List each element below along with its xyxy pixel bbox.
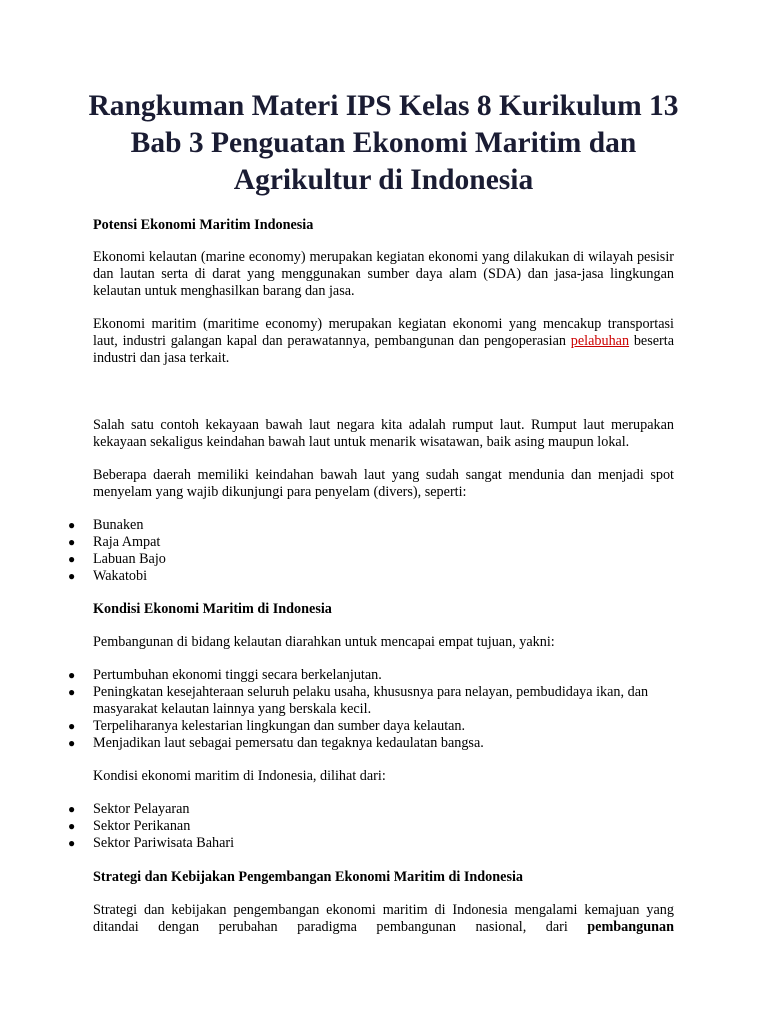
paragraph-rumput-laut: Salah satu contoh kekayaan bawah laut negara kita adalah rumput laut. Rumput laut merupakan kekayaan sekaligus keindahan bawah laut untuk menarik wisatawan, baik asing maupun lokal. bbox=[93, 417, 674, 450]
list-item bbox=[68, 818, 674, 835]
bullet-icon: ● bbox=[68, 802, 76, 816]
bold-text: pembangunan bbox=[587, 919, 674, 935]
list-item-text: Sektor Pelayaran bbox=[93, 801, 190, 817]
paragraph-ekonomi-kelautan: Ekonomi kelautan (marine economy) merupakan kegiatan ekonomi yang dilakukan di wilayah pesisir dan lautan serta di darat yang menggunakan sumber daya alam (SDA) dan jasa-jasa lingkungan kelautan untuk menghasilkan barang dan jasa. bbox=[93, 249, 674, 299]
bullet-icon: ● bbox=[68, 719, 76, 733]
bullet-icon: ● bbox=[68, 535, 76, 549]
paragraph-text: Strategi dan kebijakan pengembangan ekonomi maritim di Indonesia mengalami kemajuan yang ditandai dengan perubahan paradigma pembangunan nasional, dari bbox=[93, 902, 674, 935]
paragraph-empat-tujuan: Pembangunan di bidang kelautan diarahkan untuk mencapai empat tujuan, yakni: bbox=[93, 634, 555, 650]
list-item bbox=[68, 835, 674, 852]
goals-list bbox=[68, 667, 674, 752]
list-item-text: Sektor Pariwisata Bahari bbox=[93, 835, 235, 851]
list-item-text: Terpeliharanya kelestarian lingkungan dan sumber daya kelautan. bbox=[93, 718, 466, 734]
list-item-text: Bunaken bbox=[93, 517, 144, 533]
dive-spots-list bbox=[68, 517, 674, 585]
list-item bbox=[68, 568, 674, 585]
bullet-icon: ● bbox=[68, 819, 76, 833]
list-item-text: Sektor Perikanan bbox=[93, 818, 191, 834]
bullet-icon: ● bbox=[68, 552, 76, 566]
document-title: Rangkuman Materi IPS Kelas 8 Kurikulum 13 Bab 3 Penguatan Ekonomi Maritim dan Agrikultur di Indonesia bbox=[88, 90, 679, 196]
bullet-icon: ● bbox=[68, 569, 76, 583]
list-item bbox=[68, 551, 674, 568]
bullet-icon: ● bbox=[68, 736, 76, 750]
section-heading-strategi: Strategi dan Kebijakan Pengembangan Ekonomi Maritim di Indonesia bbox=[93, 869, 524, 885]
paragraph-daerah-menyelam: Beberapa daerah memiliki keindahan bawah laut yang sudah sangat mendunia dan menjadi spot menyelam yang wajib dikunjungi para penyelam (divers), seperti: bbox=[93, 467, 674, 500]
list-item-text: Wakatobi bbox=[93, 568, 148, 584]
paragraph-strategi bbox=[93, 902, 674, 936]
bullet-icon: ● bbox=[68, 685, 76, 699]
list-item-text: Labuan Bajo bbox=[93, 551, 166, 567]
pelabuhan-link[interactable]: pelabuhan bbox=[570, 333, 630, 349]
list-item bbox=[68, 735, 674, 752]
document-page bbox=[68, 0, 679, 936]
paragraph-kondisi-dilihat: Kondisi ekonomi maritim di Indonesia, dilihat dari: bbox=[93, 768, 386, 784]
paragraph-text: Ekonomi maritim (maritime economy) merupakan kegiatan ekonomi yang mencakup transportasi laut, industri galangan kapal dan perawatannya, pembangunan dan pengoperasian bbox=[93, 316, 674, 349]
list-item-text: Pertumbuhan ekonomi tinggi secara berkelanjutan. bbox=[93, 667, 382, 683]
paragraph-ekonomi-maritim bbox=[93, 316, 674, 367]
list-item bbox=[68, 667, 674, 684]
bullet-icon: ● bbox=[68, 518, 76, 532]
list-item bbox=[68, 684, 674, 718]
list-item-text: Peningkatan kesejahteraan seluruh pelaku usaha, khususnya para nelayan, pembudidaya ikan, dan masyarakat kelautan lainnya yang berskala kecil. bbox=[93, 684, 649, 717]
paragraph-text: beserta industri dan jasa terkait. bbox=[93, 333, 674, 366]
list-item bbox=[68, 534, 674, 551]
sectors-list bbox=[68, 801, 674, 852]
list-item-text: Raja Ampat bbox=[93, 534, 161, 550]
list-item bbox=[68, 718, 674, 735]
bullet-icon: ● bbox=[68, 668, 76, 682]
section-heading-potensi: Potensi Ekonomi Maritim Indonesia bbox=[93, 217, 314, 233]
list-item bbox=[68, 801, 674, 818]
section-heading-kondisi: Kondisi Ekonomi Maritim di Indonesia bbox=[93, 601, 332, 617]
list-item-text: Menjadikan laut sebagai pemersatu dan tegaknya kedaulatan bangsa. bbox=[93, 735, 484, 751]
list-item bbox=[68, 517, 674, 534]
bullet-icon: ● bbox=[68, 836, 76, 850]
